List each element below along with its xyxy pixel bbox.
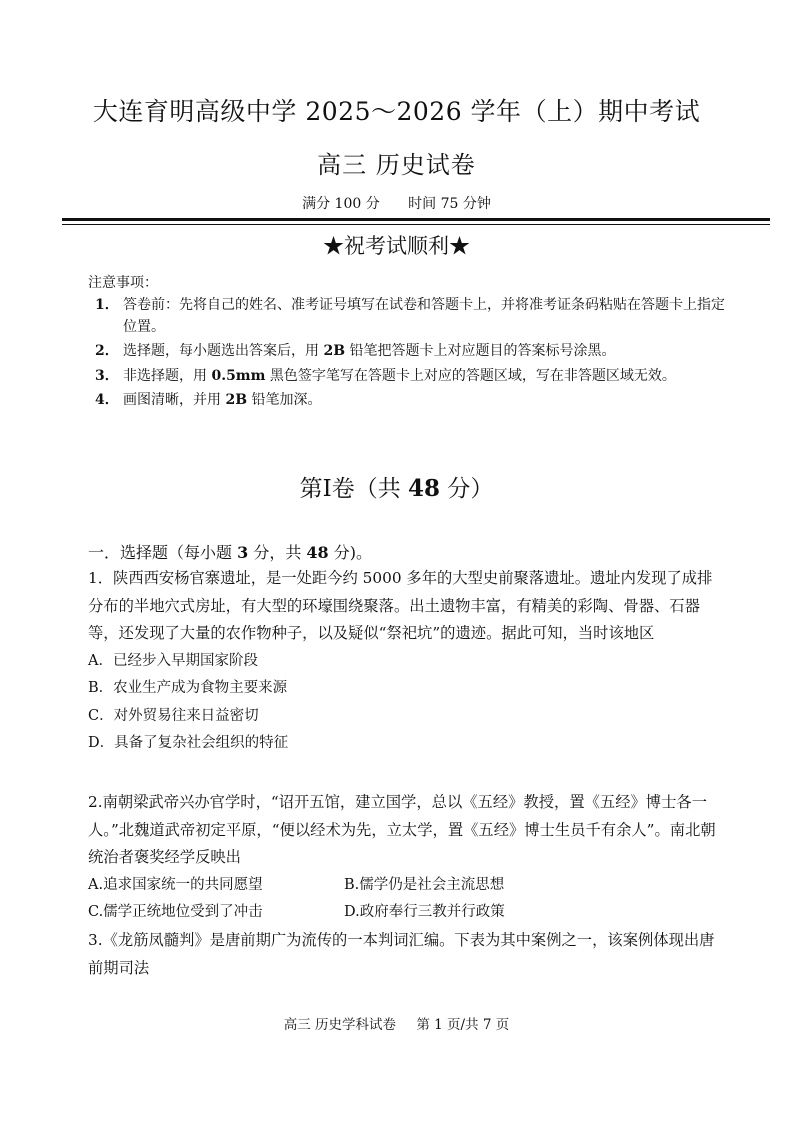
note-item [92, 390, 732, 412]
header-divider-thick [62, 218, 770, 221]
option-b: B．农业生产成为食物主要来源 [88, 680, 288, 696]
note-text: 答卷前：先将自己的姓名、准考证号填写在试卷和答题卡上，并将准考证条码粘贴在答题卡上指定位置。 [123, 297, 725, 335]
page-number: 第 1 页/共 7 页 [416, 1017, 510, 1033]
question-stem: 3.《龙筋凤髓判》是唐前期广为流传的一本判词汇编。下表为其中案例之一，该案例体现出唐前期司法 [88, 931, 715, 977]
notes-title: 注意事项： [88, 275, 158, 291]
note-item [92, 341, 732, 363]
footer-label: 高三 历史学科试卷 [283, 1017, 397, 1033]
notes-list [92, 295, 732, 415]
option-b: B.儒学仍是社会主流思想 [344, 876, 505, 893]
exam-meta [0, 193, 793, 213]
question-stem: 1．陕西西安杨官寨遗址，是一处距今约 5000 多年的大型史前聚落遗址。遗址内发现了成排分布的半地穴式房址，有大型的环壕围绕聚落。出土遗物丰富，有精美的彩陶、骨器、石器等，还发现了大量的农作物种子，以及疑似“祭祀坑”的遗迹。据此可知，当时该地区 [88, 569, 713, 642]
question-3 [88, 927, 720, 982]
exam-subtitle: 高三 历史试卷 [317, 151, 476, 179]
note-item [92, 295, 732, 338]
note-item [92, 366, 732, 388]
option-d: D．具备了复杂社会组织的特征 [88, 735, 289, 751]
note-text: 选择题，每小题选出答案后，用 2B 铅笔把答题卡上对应题目的答案标号涂黑。 [123, 343, 616, 359]
option-c: C.儒学正统地位受到了冲击 [88, 904, 263, 920]
note-text: 画图清晰，并用 2B 铅笔加深。 [123, 392, 322, 408]
exam-time: 时间 75 分钟 [408, 196, 491, 212]
option-d: D.政府奉行三教并行政策 [344, 904, 505, 920]
option-row [88, 872, 720, 900]
note-number: 1． [95, 297, 119, 313]
note-number: 2． [95, 343, 119, 359]
note-text: 非选择题，用 0.5mm 黑色签字笔写在答题卡上对应的答题区域，写在非答题区域无效。 [123, 367, 676, 384]
exam-title: 大连育明高级中学 2025～2026 学年（上）期中考试 [92, 97, 701, 126]
section-title: 第Ⅰ卷（共 48 分） [299, 475, 494, 502]
full-score: 满分 100 分 [302, 196, 380, 212]
part-heading: 一．选择题（每小题 3 分，共 48 分)。 [88, 543, 373, 562]
header-divider-thin [62, 224, 770, 225]
question-2 [88, 789, 720, 927]
note-number: 4． [95, 392, 119, 408]
question-1 [88, 565, 720, 758]
note-number: 3． [95, 367, 119, 384]
blessing: ★祝考试顺利★ [323, 234, 470, 258]
page-footer [0, 1013, 793, 1033]
option-row [88, 899, 720, 927]
option-c: C．对外贸易往来日益密切 [88, 707, 259, 724]
option-a: A．已经步入早期国家阶段 [88, 652, 258, 669]
option-a: A.追求国家统一的共同愿望 [88, 876, 263, 893]
question-stem: 2.南朝梁武帝兴办官学时，“诏开五馆，建立国学，总以《五经》教授，置《五经》博士各一人。”北魏道武帝初定平原，“便以经术为先，立太学，置《五经》博士生员千有余人”。南北朝统治者褒奖经学反映出 [88, 793, 716, 866]
